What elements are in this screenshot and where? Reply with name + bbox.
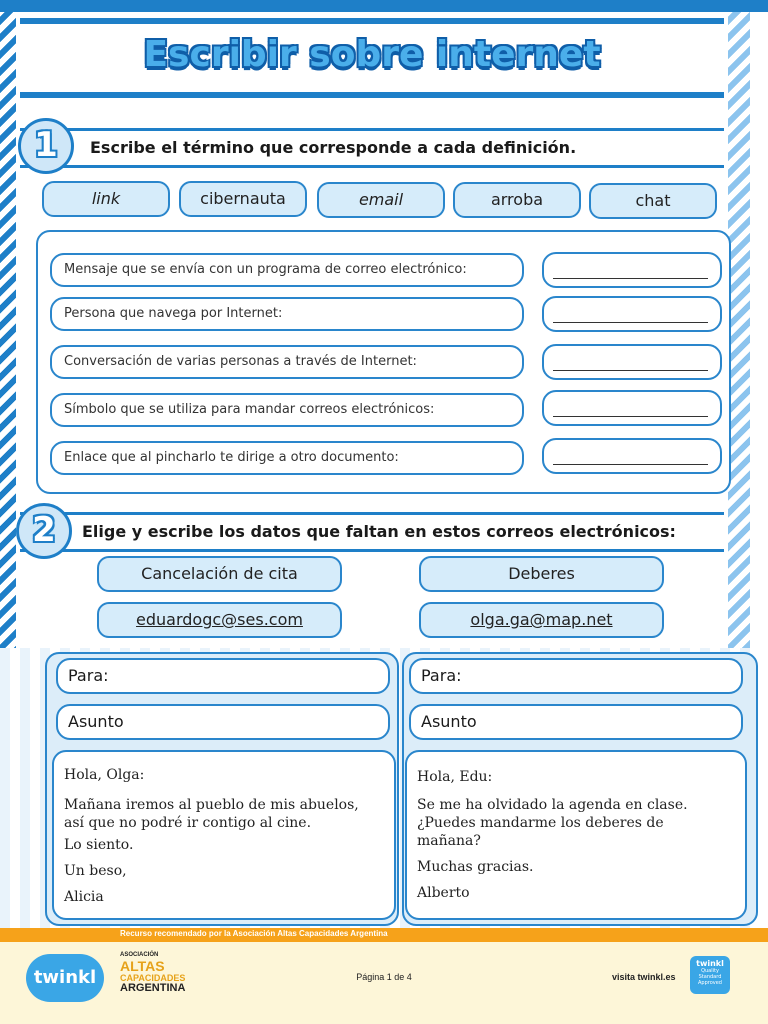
option-olga-email-text: olga.ga@map.net: [470, 610, 613, 629]
section-1-number: 1: [18, 118, 74, 174]
answer-field-4[interactable]: [542, 390, 722, 426]
email-right-closing: Muchas gracias.: [417, 859, 534, 875]
assoc-line-1: ASOCIACIÓN: [120, 952, 159, 958]
email-left-line-3: Lo siento.: [64, 837, 134, 853]
page-number: Página 1 de 4: [356, 972, 412, 982]
badge-title: twinkl: [696, 959, 724, 968]
twinkl-logo[interactable]: twinkl: [26, 954, 104, 1002]
top-band: [0, 0, 768, 12]
visit-link[interactable]: visita twinkl.es: [612, 972, 676, 982]
email-right-line-3: mañana?: [417, 833, 481, 849]
email-right-to-field[interactable]: Para:: [409, 658, 743, 694]
email-left-line-1: Mañana iremos al pueblo de mis abuelos,: [64, 797, 359, 813]
email-right-subject-field[interactable]: Asunto: [409, 704, 743, 740]
definition-4: Símbolo que se utiliza para mandar correos electrónicos:: [50, 393, 524, 427]
title-banner: [20, 18, 724, 98]
email-left-line-2: así que no podré ir contigo al cine.: [64, 815, 312, 831]
term-chip-link: link: [42, 181, 170, 217]
email-left-body: [52, 750, 396, 920]
badge-text: Quality Standard Approved: [698, 968, 722, 986]
email-right-signature: Alberto: [417, 885, 470, 901]
option-olga-email: [419, 602, 664, 638]
option-eduardo-email: [97, 602, 342, 638]
section-1-heading: Escribe el término que corresponde a cada definición.: [90, 138, 577, 157]
answer-field-1[interactable]: [542, 252, 722, 288]
email-right-body: [405, 750, 747, 920]
email-left-greeting: Hola, Olga:: [64, 767, 145, 783]
term-chip-cibernauta: cibernauta: [179, 181, 307, 217]
definition-2: Persona que navega por Internet:: [50, 297, 524, 331]
email-right-greeting: Hola, Edu:: [417, 769, 493, 785]
option-cancelacion-de-cita: Cancelación de cita: [97, 556, 342, 592]
footer-note: Recurso recomendado por la Asociación Altas Capacidades Argentina: [120, 929, 388, 938]
definition-1: Mensaje que se envía con un programa de correo electrónico:: [50, 253, 524, 287]
answer-field-2[interactable]: [542, 296, 722, 332]
term-chip-arroba: arroba: [453, 182, 581, 218]
page-title: Escribir sobre internet: [143, 34, 601, 75]
section-2-heading: Elige y escribe los datos que faltan en estos correos electrónicos:: [82, 522, 676, 541]
answer-field-5[interactable]: [542, 438, 722, 474]
option-deberes: Deberes: [419, 556, 664, 592]
section-2-number: 2: [16, 503, 72, 559]
email-right-line-1: Se me ha olvidado la agenda en clase.: [417, 797, 688, 813]
assoc-line-3: CAPACIDADES: [120, 973, 186, 983]
term-chip-chat: chat: [589, 183, 717, 219]
assoc-line-2: ALTAS: [120, 958, 165, 974]
term-chip-email: email: [317, 182, 445, 218]
definition-5: Enlace que al pincharlo te dirige a otro documento:: [50, 441, 524, 475]
email-right-line-2: ¿Puedes mandarme los deberes de: [417, 815, 664, 831]
email-left-subject-field[interactable]: Asunto: [56, 704, 390, 740]
assoc-line-4: ARGENTINA: [120, 982, 186, 994]
definition-3: Conversación de varias personas a través de Internet:: [50, 345, 524, 379]
quality-badge: [690, 956, 730, 994]
email-left-signature: Alicia: [64, 889, 104, 905]
answer-field-3[interactable]: [542, 344, 722, 380]
email-left-to-field[interactable]: Para:: [56, 658, 390, 694]
option-eduardo-email-text: eduardogc@ses.com: [136, 610, 303, 629]
email-left-closing: Un beso,: [64, 863, 127, 879]
